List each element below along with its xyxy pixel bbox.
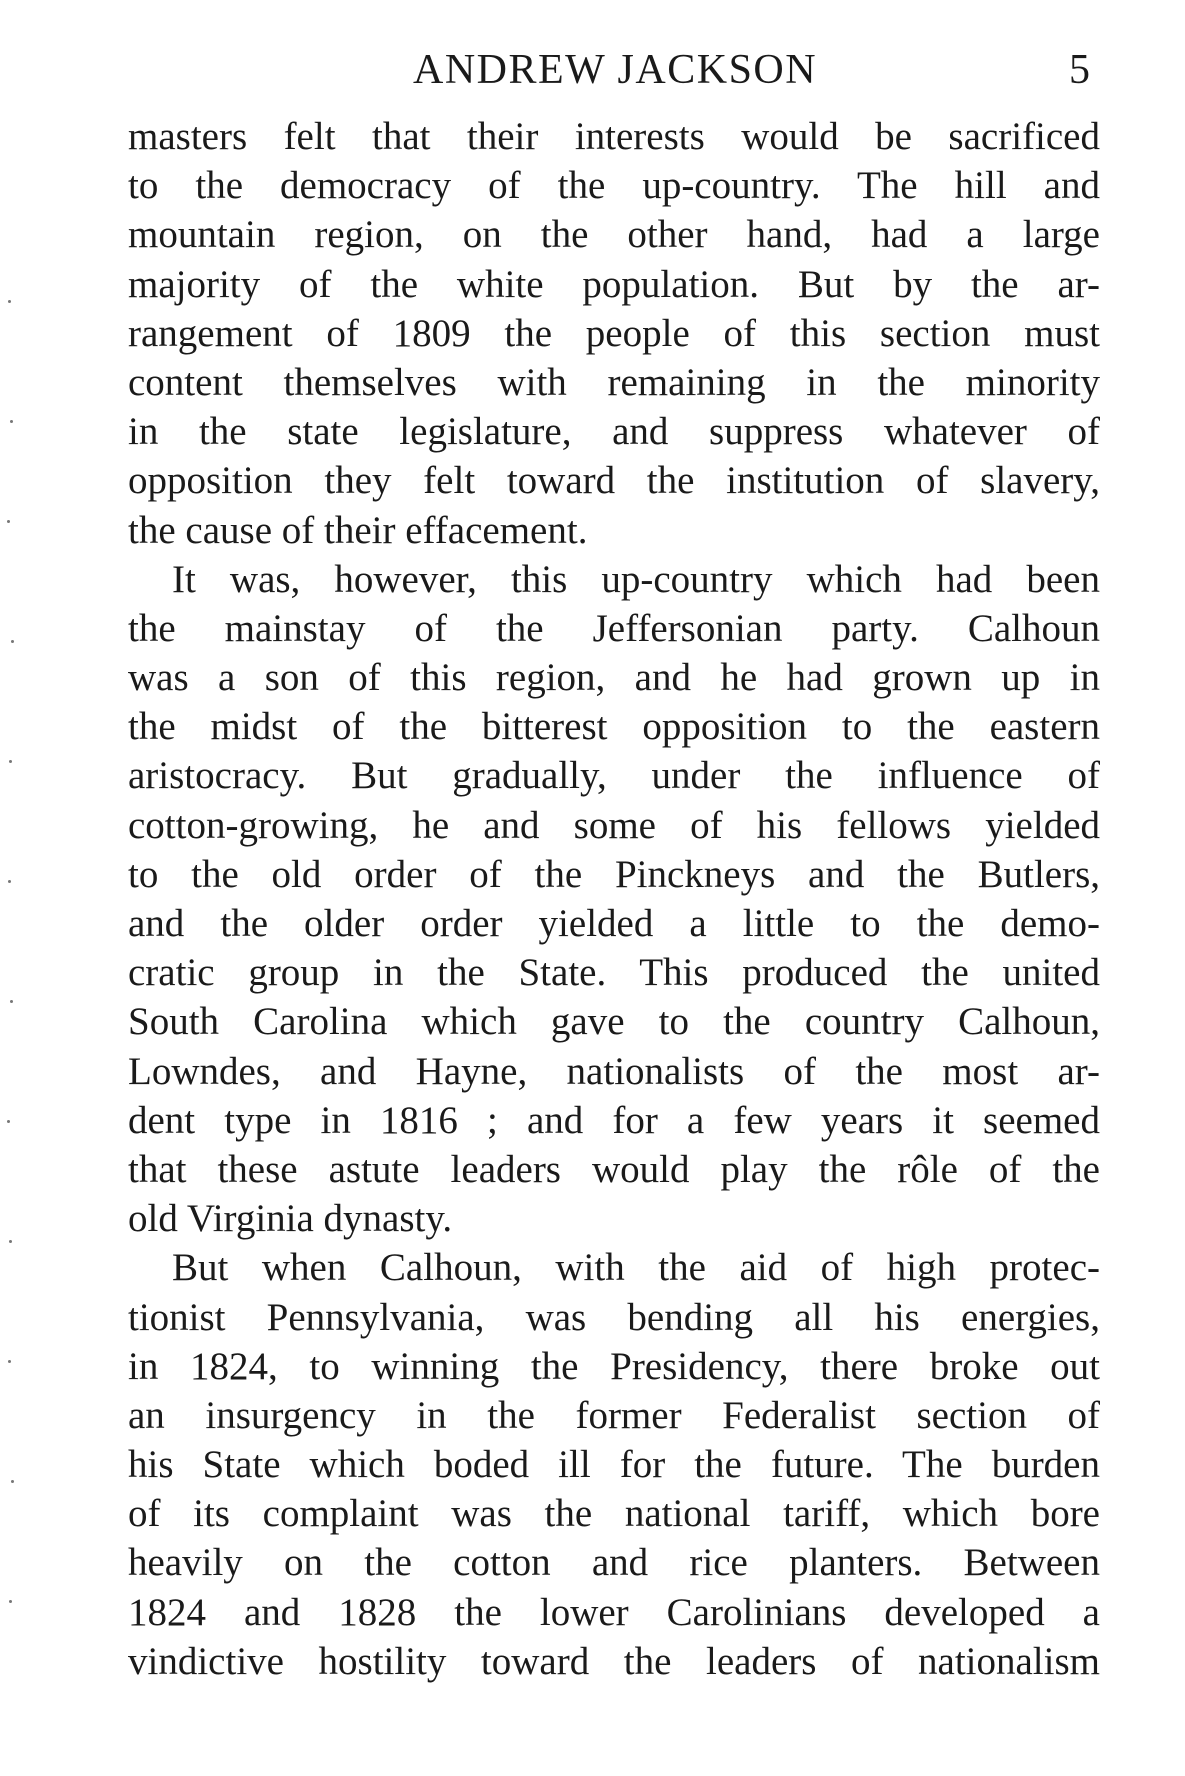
text-line: vindictive hostility toward the leaders of nationalism bbox=[128, 1639, 1100, 1683]
text-line: cratic group in the State. This produced the united bbox=[128, 951, 1100, 995]
text-line: in the state legislature, and suppress whatever of bbox=[128, 410, 1100, 454]
text-line: masters felt that their interests would be sacrificed bbox=[128, 115, 1100, 158]
text-line: But when Calhoun, with the aid of high protec- bbox=[172, 1246, 1100, 1290]
text-line: his State which boded ill for the future. The burden bbox=[128, 1443, 1100, 1487]
paragraph-2 bbox=[128, 555, 1100, 1244]
text-line: dent type in 1816 ; and for a few years it seemed bbox=[128, 1098, 1100, 1142]
text-line: of its complaint was the national tariff, which bore bbox=[128, 1492, 1100, 1536]
text-line: It was, however, this up-country which had been bbox=[172, 557, 1100, 601]
scan-gutter-marks bbox=[0, 0, 30, 1776]
paragraph-3 bbox=[128, 1243, 1100, 1686]
text-line: rangement of 1809 the people of this section must bbox=[128, 311, 1100, 355]
text-line: in 1824, to winning the Presidency, there broke out bbox=[128, 1344, 1100, 1388]
paragraph-1 bbox=[128, 112, 1100, 555]
text-line: old Virginia dynasty. bbox=[128, 1197, 453, 1241]
text-line: Lowndes, and Hayne, nationalists of the most ar- bbox=[128, 1049, 1100, 1093]
text-line: that these astute leaders would play the rôle of the bbox=[128, 1147, 1100, 1191]
text-line: South Carolina which gave to the country Calhoun, bbox=[128, 1000, 1100, 1044]
text-line: majority of the white population. But by the ar- bbox=[128, 262, 1100, 306]
running-head: ANDREW JACKSON bbox=[413, 47, 818, 93]
text-line: tionist Pennsylvania, was bending all his energies, bbox=[128, 1295, 1100, 1339]
text-line: the midst of the bitterest opposition to the eastern bbox=[128, 705, 1100, 749]
text-line: heavily on the cotton and rice planters. Between bbox=[128, 1541, 1100, 1585]
text-line: mountain region, on the other hand, had a large bbox=[128, 213, 1100, 257]
text-line: to the old order of the Pinckneys and the Butlers, bbox=[128, 852, 1100, 896]
text-line: and the older order yielded a little to the demo- bbox=[128, 902, 1100, 945]
text-line: content themselves with remaining in the minority bbox=[128, 360, 1100, 404]
text-line: opposition they felt toward the institution of slavery, bbox=[128, 459, 1100, 503]
text-line: aristocracy. But gradually, under the influence of bbox=[128, 754, 1100, 798]
page-header bbox=[145, 40, 1090, 100]
text-line: the cause of their effacement. bbox=[128, 508, 588, 552]
text-line: 1824 and 1828 the lower Carolinians developed a bbox=[128, 1590, 1100, 1634]
text-line: to the democracy of the up-country. The hill and bbox=[128, 164, 1100, 208]
text-line: the mainstay of the Jeffersonian party. Calhoun bbox=[128, 606, 1100, 650]
page-number: 5 bbox=[1069, 47, 1090, 93]
text-line: was a son of this region, and he had grown up in bbox=[128, 656, 1100, 700]
text-line: an insurgency in the former Federalist section of bbox=[128, 1393, 1100, 1437]
body-text bbox=[128, 112, 1100, 1686]
text-line: cotton-growing, he and some of his fellows yielded bbox=[128, 803, 1100, 847]
